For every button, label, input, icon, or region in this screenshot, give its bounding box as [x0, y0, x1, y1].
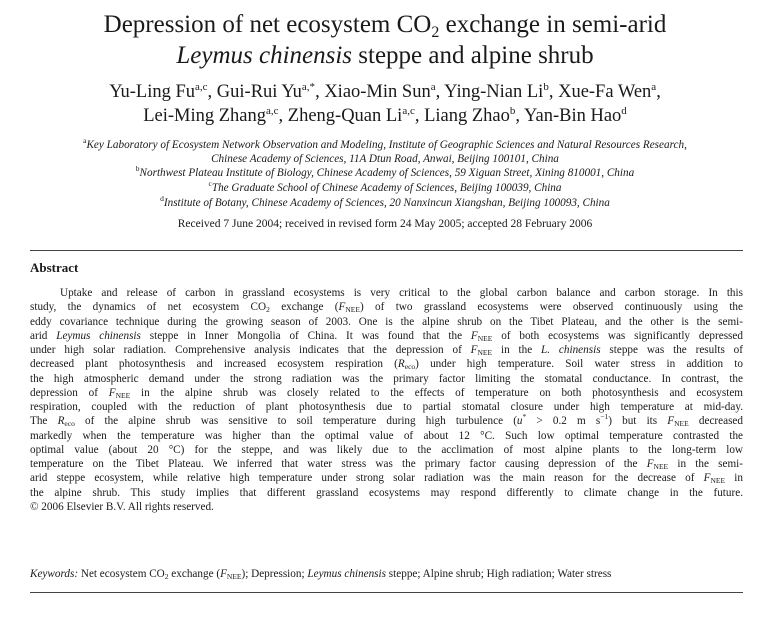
text-run: F: [703, 472, 711, 485]
abstract-line: [30, 386, 743, 400]
abstract-line: [30, 286, 743, 300]
author-affiliation-mark: a,c: [266, 105, 279, 117]
text-run: ) of two grassland ecosystems were observed continuously using the: [359, 301, 743, 314]
text-run: F: [470, 329, 478, 342]
text-run: NEE: [710, 476, 726, 486]
text-run: in the alpine shrub was closely related to the effects of temperature on both photosynthesis and ecosystem: [130, 386, 744, 399]
author-affiliation-mark: a,*: [301, 81, 316, 93]
affiliation-text: Key Laboratory of Ecosystem Network Observation and Modeling, Institute of Geographic Sciences and Natural Resources Research,: [86, 139, 687, 151]
text-run: L. chinensis: [541, 344, 601, 357]
text-run: ) but its: [608, 415, 668, 428]
affiliation-text: Northwest Plateau Institute of Biology, Chinese Academy of Sciences, 59 Xiguan Street, Xining 810001, China: [139, 167, 635, 179]
abstract-body: [30, 286, 743, 514]
abstract-line: [30, 329, 743, 343]
text-run: NEE: [115, 390, 131, 400]
text-run: © 2006 Elsevier B.V. All rights reserved.: [30, 500, 214, 513]
text-run: NEE: [674, 419, 689, 429]
abstract-line: [30, 300, 743, 314]
abstract-line: [30, 471, 743, 485]
text-run: −1: [600, 412, 609, 422]
text-run: F: [667, 415, 675, 428]
text-run: eco: [404, 362, 416, 372]
abstract-line: [30, 357, 743, 371]
abstract-heading: Abstract: [30, 260, 79, 275]
author-affiliation-mark: a: [430, 81, 436, 93]
text-run: Uptake and release of carbon in grassland ecosystems is very critical to the global carbon balance and carbon storage. In this: [60, 287, 743, 299]
text-run: arid: [30, 329, 57, 342]
abstract-line: [30, 443, 743, 457]
affiliation-d: [0, 196, 770, 210]
abstract-line: [30, 486, 743, 500]
paper-title-line-1: Depression of net ecosystem $CO_2$ exchange in semi-arid: [103, 11, 667, 41]
text-run: 2: [266, 305, 270, 315]
text-run: *: [522, 412, 527, 422]
text-run: in: [725, 472, 743, 485]
text-run: ); Depression;: [241, 568, 308, 580]
text-run: 2: [164, 572, 169, 581]
text-run: markedly when the temperature was higher than the optimal value of about 12 °C. Such low optimal temperature contrasted the: [30, 429, 743, 442]
text-run: NEE: [345, 305, 360, 315]
divider-bottom: [30, 592, 743, 593]
text-run: The: [30, 415, 58, 428]
affiliation-mark: b: [135, 164, 140, 173]
affiliation-c: [0, 181, 770, 195]
text-run: in the semi-: [668, 458, 743, 471]
text-run: Leymus chinensis: [307, 568, 386, 580]
text-run: decreased: [688, 415, 743, 428]
affiliation-mark: d: [160, 194, 164, 203]
text-run: > 0.2 m s: [526, 415, 601, 428]
abstract-line: [30, 343, 743, 357]
text-run: of the alpine shrub was sensitive to soil temperature during high turbulence (: [74, 415, 517, 428]
text-run: F: [646, 458, 654, 471]
author-list-line-2: Lei-Ming Zhang$^{a,c}$, Zheng-Quan Li$^{a,c}$, Liang Zhao$^b$, Yan-Bin Hao$^d$: [143, 105, 627, 126]
text-run: eddy covariance technique during the growing season of 2003. One is the alpine shrub on the Tibet Plateau, and the other is the semi-: [30, 315, 743, 328]
author-name: Lei-Ming Zhang: [143, 106, 266, 126]
text-run: under high solar radiation. Comprehensive analysis indicates that the depression of: [30, 344, 471, 357]
text-run: decreased plant photosynthesis and increased ecosystem respiration (: [30, 358, 398, 371]
abstract-line: [30, 315, 743, 329]
text-run: optimal value (about 20 °C) for the steppe, and was likely due to the acclimation of most alpine plants to the long-term low: [30, 443, 743, 456]
text-run: respiration, coupled with the reduction of plant photosynthesis due to partial stomatal closure under high temperature at mid-day.: [30, 401, 743, 414]
text-run: of both ecosystems was significantly depressed: [492, 329, 743, 342]
author-name: Yan-Bin Hao: [523, 106, 622, 126]
author-affiliation-mark: b: [509, 105, 516, 117]
text-run: study, the dynamics of net ecosystem CO: [30, 301, 267, 314]
author-name: Zheng-Quan Li: [287, 106, 403, 126]
affiliation-mark: a: [83, 136, 87, 145]
keywords-label: Keywords:: [30, 568, 79, 580]
text-run: Net ecosystem CO: [80, 568, 165, 580]
author-name: Xiao-Min Sun: [324, 82, 431, 102]
text-run: NEE: [477, 348, 493, 358]
author-name: Liang Zhao: [424, 106, 510, 126]
text-run: exchange (: [269, 301, 339, 314]
affiliation-text: Institute of Botany, Chinese Academy of Sciences, 20 Nanxincun Xiangshan, Beijing 100093, China: [163, 197, 610, 209]
affiliation-b: [0, 166, 770, 180]
author-name: Xue-Fa Wen: [558, 82, 652, 102]
author-affiliation-mark: a,c: [195, 81, 208, 93]
affiliation-a: [0, 138, 770, 152]
text-run: steppe in Inner Mongolia of China. It was found that the: [140, 329, 471, 342]
abstract-line: [30, 400, 743, 414]
paper-title-line-2: Leymus chinensis steppe and alpine shrub: [176, 42, 594, 69]
abstract-line: [30, 429, 743, 443]
text-run: NEE: [226, 572, 242, 581]
text-run: u: [516, 415, 523, 428]
text-run: steppe; Alpine shrub; High radiation; Water stress: [386, 568, 612, 580]
abstract-line: [30, 457, 743, 471]
affiliation-text: Chinese Academy of Sciences, 11A Dtun Road, Anwai, Beijing 100101, China: [211, 153, 559, 165]
received-dates: Received 7 June 2004; received in revised form 24 May 2005; accepted 28 February 2006: [177, 218, 593, 230]
text-run: eco: [64, 419, 75, 429]
text-run: F: [470, 344, 478, 357]
abstract-line: [30, 372, 743, 386]
keywords: [30, 567, 611, 581]
affiliation-text: The Graduate School of Chinese Academy of Sciences, Beijing 100039, China: [211, 182, 562, 194]
text-run: F: [108, 386, 116, 399]
text-run: Leymus chinensis: [56, 329, 141, 342]
text-run: R: [57, 415, 65, 428]
text-run: R: [397, 358, 405, 371]
text-run: NEE: [477, 333, 493, 343]
text-run: depression of: [30, 386, 109, 399]
author-list-line-1: Yu-Ling Fu$^{a,c}$, Gui-Rui $Yu^{a,*}$, Xiao-Min Sun$^a$, Ying-Nian Li$^b$, Xue-Fa Wen$^a$,: [109, 81, 661, 102]
author-name: Gui-Rui Yu: [216, 82, 302, 102]
affiliation-mark: c: [208, 179, 212, 188]
text-run: F: [220, 568, 227, 580]
text-run: F: [338, 301, 346, 314]
text-run: NEE: [653, 462, 669, 472]
text-run: ) under high temperature. Soil water stress in addition to: [415, 358, 743, 371]
text-run: the alpine shrub. This study implies that different grassland ecosystems may respond differently to climate change in the future.: [30, 486, 743, 499]
author-affiliation-mark: d: [621, 105, 627, 117]
text-run: the high atmospheric demand under the strong radiation was the primary factor limiting the stomatal conductance. In contrast, the: [30, 372, 743, 385]
abstract-line: [30, 500, 743, 514]
affiliation-a-cont: [0, 152, 770, 166]
divider-top: [30, 250, 743, 251]
author-affiliation-mark: a: [651, 81, 657, 93]
keywords-text: [81, 568, 612, 580]
text-run: steppe was the results of: [600, 344, 743, 357]
text-run: temperature on the Tibet Plateau. We inferred that water stress was the primary factor causing depression of the: [30, 458, 647, 471]
text-run: exchange (: [168, 568, 221, 580]
text-run: arid steppe ecosystem, while relative high temperature under strong solar radiation was the main reason for the decrease of: [30, 472, 704, 485]
text-run: in the: [492, 344, 542, 357]
author-affiliation-mark: a,c: [402, 105, 415, 117]
author-affiliation-mark: b: [543, 81, 549, 93]
abstract-line: [30, 414, 743, 428]
author-name: Yu-Ling Fu: [109, 82, 196, 102]
author-name: Ying-Nian Li: [444, 82, 544, 102]
